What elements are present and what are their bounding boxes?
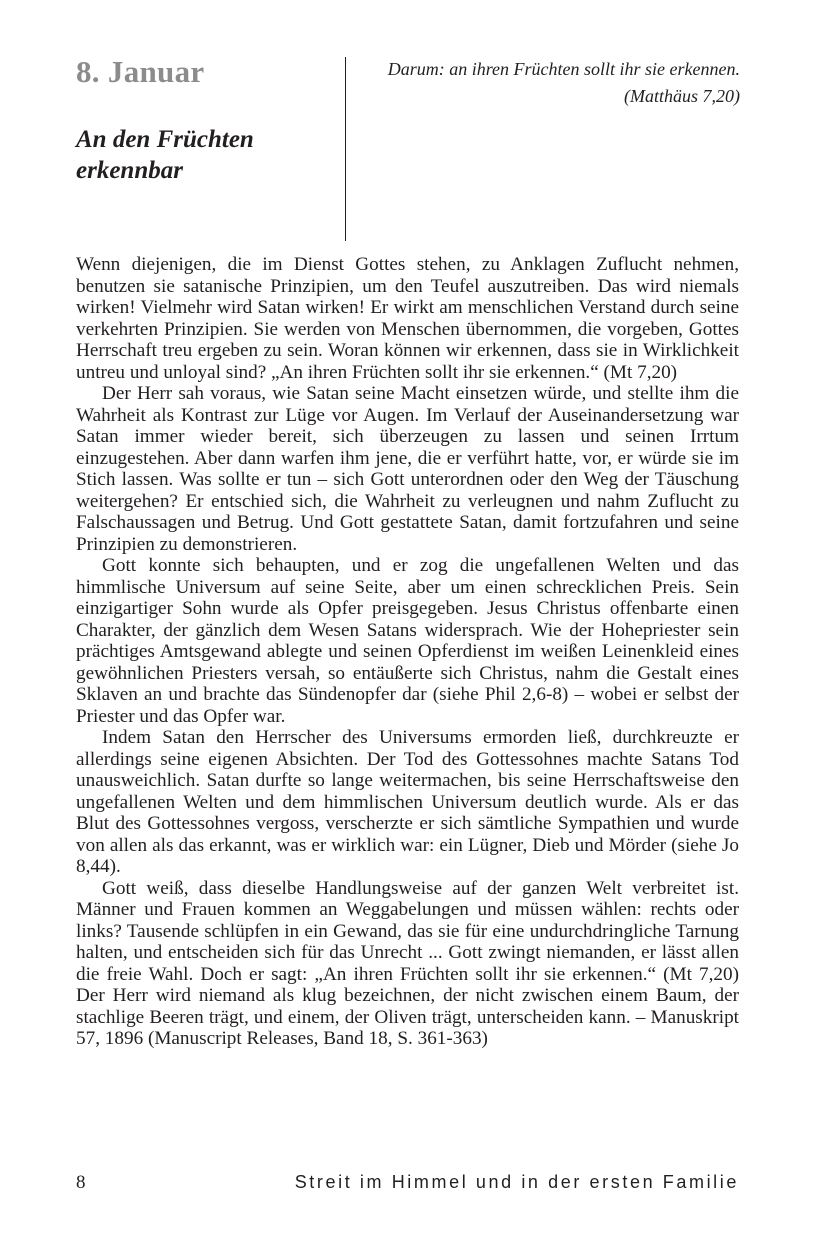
paragraph: Gott weiß, dass dieselbe Handlungsweise auf der ganzen Welt verbreitet ist. Männer und Frauen kommen an Weggabelungen und müssen wählen: rechts oder links? Tausende schlüpfen in ein Gewand, das sie für eine undurchdringliche Tarnung halten, und entscheiden sich für das Unrecht ... Gott zwingt niemanden, er lässt allen die freie Wahl. Doch er sagt: „An ihren Früchten sollt ihr sie erkennen.“ (Mt 7,20) Der Herr wird niemand als klug bezeichnen, der nicht zwischen einem Baum, der stachlige Beeren trägt, und einem, der Oliven trägt, unterscheiden kann. – Manuskript 57, 1896 (Manuscript Releases, Band 18, S. 361-363) [76,877,739,1049]
page-date-heading: 8. Januar [76,54,205,89]
page-number: 8 [76,1172,86,1193]
devotional-title: An den Früchten erkennbar [76,126,254,184]
paragraph: Indem Satan den Herrscher des Universums ermorden ließ, durchkreuzte er allerdings seine eigenen Absichten. Der Tod des Gottessohnes machte Satans Tod unausweichlich. Satan durfte so lange weitermachen, bis seine Herrschaftsweise den ungefallenen Welten und dem himmlischen Universum deutlich wurde. Als er das Blut des Gottessohnes vergoss, verscherzte er sich sämtliche Sympathien und wurde von allen als das erkannt, was er wirklich war: ein Lügner, Dieb und Mörder (siehe Jo 8,44). [76,727,739,877]
body-text [76,254,739,1050]
paragraph: Gott konnte sich behaupten, und er zog die ungefallenen Welten und das himmlische Universum auf seine Seite, aber um einen schrecklichen Preis. Sein einzigartiger Sohn wurde als Opfer preisgegeben. Jesus Christus offenbarte einen Charakter, der gänzlich dem Wesen Satans widersprach. Wie der Hohepriester sein prächtiges Amtsgewand ablegte und seinen Opferdienst im weißen Leinenkleid eines gewöhnlichen Priesters versah, so entäußerte sich Christus, nahm die Gestalt eines Sklaven an und brachte das Sündenopfer dar (siehe Phil 2,6-8) – wobei er selbst der Priester und das Opfer war. [76,555,739,727]
verse-text: Darum: an ihren Früchten sollt ihr sie erkennen. [387,59,740,79]
paragraph: Der Herr sah voraus, wie Satan seine Macht einsetzen würde, und stellte ihm die Wahrheit als Kontrast zur Lüge vor Augen. Im Verlauf der Auseinandersetzung war Satan immer wieder bereit, sich überzeugen zu lassen und seinen Irrtum einzugestehen. Aber dann warfen ihm jene, die er verführt hatte, vor, er würde sie im Stich lassen. Was sollte er tun – sich Gott unterordnen oder den Weg der Täuschung weitergehen? Er entschied sich, die Wahrheit zu verleugnen und nahm Zuflucht zu Falschaussagen und Betrug. Und Gott gestattete Satan, damit fortzufahren und seine Prinzipien zu demonstrieren. [76,383,739,555]
bible-verse [350,56,740,110]
verse-reference: (Matthäus 7,20) [624,86,740,106]
running-title: Streit im Himmel und in der ersten Familie [294,1172,739,1192]
paragraph: Wenn diejenigen, die im Dienst Gottes stehen, zu Anklagen Zuflucht nehmen, benutzen sie satanische Prinzipien, um den Teufel auszutreiben. Das wird niemals wirken! Vielmehr wird Satan wirken! Er wirkt am menschlichen Verstand durch seine verkehrten Prinzipien. Sie werden von Menschen übernommen, die vorgeben, Gottes Herrschaft treu ergeben zu sein. Woran können wir erkennen, dass sie in Wirklichkeit untreu und unloyal sind? „An ihren Früchten sollt ihr sie erkennen.“ (Mt 7,20) [76,254,739,383]
vertical-divider [345,57,346,241]
